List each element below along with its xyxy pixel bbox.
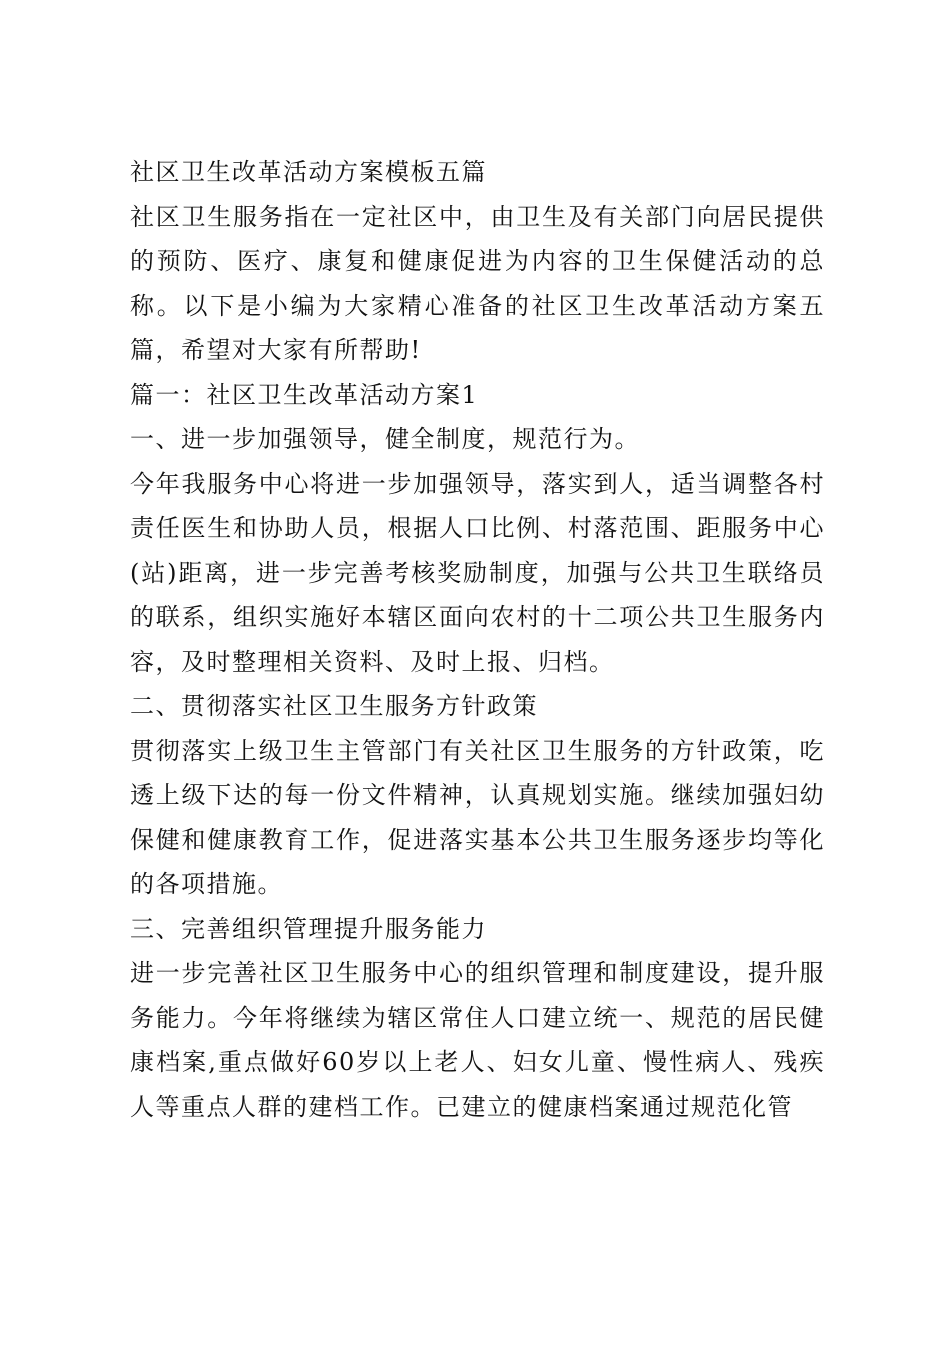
- document-title: 社区卫生改革活动方案模板五篇: [130, 158, 487, 186]
- section-1-heading: 一、进一步加强领导，健全制度，规范行为。: [130, 425, 640, 453]
- intro-paragraph: 社区卫生服务指在一定社区中，由卫生及有关部门向居民提供的预防、医疗、康复和健康促进为内容的卫生保健活动的总称。以下是小编为大家精心准备的社区卫生改革活动方案五篇，希望对大家有所帮助!: [130, 202, 825, 364]
- section-1-body: 今年我服务中心将进一步加强领导，落实到人，适当调整各村责任医生和协助人员，根据人口比例、村落范围、距服务中心(站)距离，进一步完善考核奖励制度，加强与公共卫生联络员的联系，组织实施好本辖区面向农村的十二项公共卫生服务内容，及时整理相关资料、及时上报、归档。: [130, 469, 825, 676]
- section-2-body: 贯彻落实上级卫生主管部门有关社区卫生服务的方针政策，吃透上级下达的每一份文件精神，认真规划实施。继续加强妇幼保健和健康教育工作，促进落实基本公共卫生服务逐步均等化的各项措施。: [130, 736, 825, 898]
- section-3-body: 进一步完善社区卫生服务中心的组织管理和制度建设，提升服务能力。今年将继续为辖区常住人口建立统一、规范的居民健康档案,重点做好60岁以上老人、妇女儿童、慢性病人、残疾人等重点人群的建档工作。已建立的健康档案通过规范化管: [130, 959, 825, 1121]
- part-title: 篇一：社区卫生改革活动方案1: [130, 380, 479, 409]
- section-2-heading: 二、贯彻落实社区卫生服务方针政策: [130, 692, 538, 720]
- document-body: [130, 150, 825, 1129]
- section-3-heading: 三、完善组织管理提升服务能力: [130, 914, 487, 943]
